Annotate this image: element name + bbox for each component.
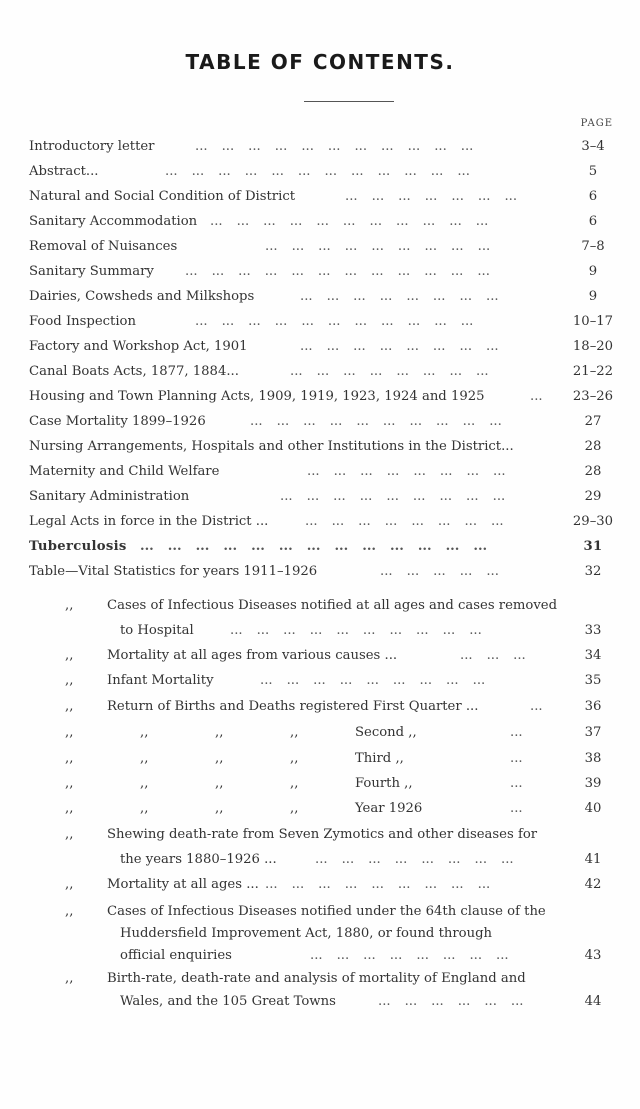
entry-label: Cases of Infectious Diseases notified under the 64th clause of the <box>107 904 546 919</box>
entry-label: Mortality at all ages from various causes ... <box>107 648 398 663</box>
entry-label: Shewing death-rate from Seven Zymotics and other diseases for <box>107 827 538 842</box>
page-number: 42 <box>584 877 602 892</box>
leader-dots: ... ... ... ... ... ... ... ... ... <box>265 877 491 892</box>
entry-label: Third ,, <box>355 751 404 766</box>
entry-label: Mortality at all ages ... <box>107 877 259 892</box>
page-number: 9 <box>588 289 598 304</box>
page-number: 21–22 <box>572 364 614 379</box>
page-number: 3–4 <box>581 139 605 154</box>
page-number: 33 <box>584 623 602 638</box>
page-number: 39 <box>584 776 602 791</box>
entry-label: Return of Births and Deaths registered First Quarter ... <box>107 699 479 714</box>
entry-label: official enquiries <box>120 948 232 963</box>
entry-label: Table—Vital Statistics for years 1911–1926 <box>29 564 318 579</box>
page-number: 5 <box>588 164 598 179</box>
page-number: 29–30 <box>572 514 614 529</box>
ditto-mark: ,, <box>140 776 149 791</box>
page-column-header: PAGE <box>580 118 613 129</box>
ditto-mark: ,, <box>65 598 74 613</box>
ditto-mark: ,, <box>215 801 224 816</box>
entry-label: Birth-rate, death-rate and analysis of mortality of England and <box>107 971 526 986</box>
ditto-mark: ,, <box>65 776 74 791</box>
page-title: TABLE OF CONTENTS. <box>185 50 455 74</box>
page-number: 43 <box>584 948 602 963</box>
entry-label: to Hospital <box>120 623 194 638</box>
leader-dots: ... ... ... ... ... ... ... ... ... ... ... ... ... <box>140 539 488 554</box>
leader-dots: ... ... ... ... ... ... ... ... ... ... ... ... <box>165 164 470 179</box>
leader-dots: ... <box>510 725 523 740</box>
leader-dots: ... ... ... ... ... ... ... ... ... ... ... ... <box>185 264 490 279</box>
entry-label: Second ,, <box>355 725 417 740</box>
ditto-mark: ,, <box>65 971 74 986</box>
leader-dots: ... ... ... ... ... ... ... ... <box>310 948 509 963</box>
entry-label: Removal of Nuisances <box>29 239 178 254</box>
leader-dots: ... ... ... ... ... ... ... ... ... <box>265 239 491 254</box>
leader-dots: ... ... ... <box>460 648 526 663</box>
leader-dots: ... ... ... ... ... ... ... ... <box>315 852 514 867</box>
page-number: 6 <box>588 214 598 229</box>
ditto-mark: ,, <box>290 801 299 816</box>
entry-label: Factory and Workshop Act, 1901 <box>29 339 248 354</box>
entry-label: Housing and Town Planning Acts, 1909, 1919, 1923, 1924 and 1925 <box>29 389 485 404</box>
entry-label: Sanitary Summary <box>29 264 154 279</box>
leader-dots: ... <box>510 776 523 791</box>
ditto-mark: ,, <box>65 751 74 766</box>
ditto-mark: ,, <box>290 725 299 740</box>
ditto-mark: ,, <box>290 776 299 791</box>
page-number: 34 <box>584 648 602 663</box>
leader-dots: ... ... ... ... ... ... ... ... <box>290 364 489 379</box>
leader-dots: ... ... ... ... ... ... ... ... ... ... ... <box>195 139 474 154</box>
ditto-mark: ,, <box>140 725 149 740</box>
page-number: 9 <box>588 264 598 279</box>
entry-label: Year 1926 <box>355 801 423 816</box>
ditto-mark: ,, <box>65 904 74 919</box>
entry-label: Case Mortality 1899–1926 <box>29 414 206 429</box>
ditto-mark: ,, <box>65 877 74 892</box>
page-number: 38 <box>584 751 602 766</box>
page-number: 41 <box>584 852 602 867</box>
page-number: 23–26 <box>572 389 614 404</box>
entry-label: Food Inspection <box>29 314 136 329</box>
ditto-mark: ,, <box>65 673 74 688</box>
leader-dots: ... ... ... ... ... ... ... ... ... ... <box>250 414 502 429</box>
ditto-mark: ,, <box>65 699 74 714</box>
ditto-mark: ,, <box>140 801 149 816</box>
entry-label: the years 1880–1926 ... <box>120 852 277 867</box>
page-number: 7–8 <box>581 239 605 254</box>
leader-dots: ... ... ... ... ... ... ... ... ... ... ... <box>195 314 474 329</box>
page-number: 10–17 <box>572 314 614 329</box>
entry-label: Abstract... <box>29 164 99 179</box>
ditto-mark: ,, <box>140 751 149 766</box>
ditto-mark: ,, <box>65 725 74 740</box>
leader-dots: ... ... ... ... ... ... ... ... <box>305 514 504 529</box>
entry-label: Dairies, Cowsheds and Milkshops <box>29 289 255 304</box>
entry-label: Legal Acts in force in the District ... <box>29 514 269 529</box>
page-number: 31 <box>583 539 603 554</box>
page-number: 6 <box>588 189 598 204</box>
page-number: 29 <box>584 489 602 504</box>
ditto-mark: ,, <box>65 827 74 842</box>
entry-label: Natural and Social Condition of District <box>29 189 296 204</box>
leader-dots: ... <box>530 699 543 714</box>
entry-label: Sanitary Accommodation <box>29 214 198 229</box>
page-number: 28 <box>584 439 602 454</box>
entry-label: Huddersfield Improvement Act, 1880, or found through <box>120 926 493 941</box>
entry-label: Canal Boats Acts, 1877, 1884... <box>29 364 239 379</box>
entry-label: Wales, and the 105 Great Towns <box>120 994 336 1009</box>
ditto-mark: ,, <box>65 801 74 816</box>
leader-dots: ... ... ... ... ... ... ... ... ... <box>280 489 506 504</box>
ditto-mark: ,, <box>215 725 224 740</box>
entry-label: Nursing Arrangements, Hospitals and other Institutions in the District... <box>29 439 514 454</box>
leader-dots: ... ... ... ... ... ... ... ... <box>307 464 506 479</box>
entry-label: Maternity and Child Welfare <box>29 464 220 479</box>
page-number: 27 <box>584 414 602 429</box>
ditto-mark: ,, <box>215 751 224 766</box>
ditto-mark: ,, <box>215 776 224 791</box>
leader-dots: ... <box>510 801 523 816</box>
leader-dots: ... <box>510 751 523 766</box>
ditto-mark: ,, <box>65 648 74 663</box>
leader-dots: ... ... ... ... ... ... ... <box>345 189 518 204</box>
leader-dots: ... ... ... ... ... ... <box>378 994 524 1009</box>
entry-label: Tuberculosis <box>29 539 127 554</box>
page-number: 18–20 <box>572 339 614 354</box>
page-number: 44 <box>584 994 602 1009</box>
leader-dots: ... ... ... ... ... ... ... ... <box>300 339 499 354</box>
entry-label: Introductory letter <box>29 139 155 154</box>
page-number: 37 <box>584 725 602 740</box>
page-number: 35 <box>584 673 602 688</box>
page-number: 32 <box>584 564 602 579</box>
leader-dots: ... ... ... ... ... ... ... ... ... ... <box>230 623 482 638</box>
page-number: 28 <box>584 464 602 479</box>
entry-label: Fourth ,, <box>355 776 413 791</box>
entry-label: Cases of Infectious Diseases notified at all ages and cases removed <box>107 598 558 613</box>
leader-dots: ... ... ... ... ... <box>380 564 499 579</box>
title-rule <box>304 101 394 102</box>
page-number: 36 <box>584 699 602 714</box>
leader-dots: ... ... ... ... ... ... ... ... ... ... ... <box>210 214 489 229</box>
page-number: 40 <box>584 801 602 816</box>
leader-dots: ... ... ... ... ... ... ... ... ... <box>260 673 486 688</box>
ditto-mark: ,, <box>290 751 299 766</box>
entry-label: Sanitary Administration <box>29 489 190 504</box>
entry-label: Infant Mortality <box>107 673 214 688</box>
leader-dots: ... <box>530 389 543 404</box>
leader-dots: ... ... ... ... ... ... ... ... <box>300 289 499 304</box>
